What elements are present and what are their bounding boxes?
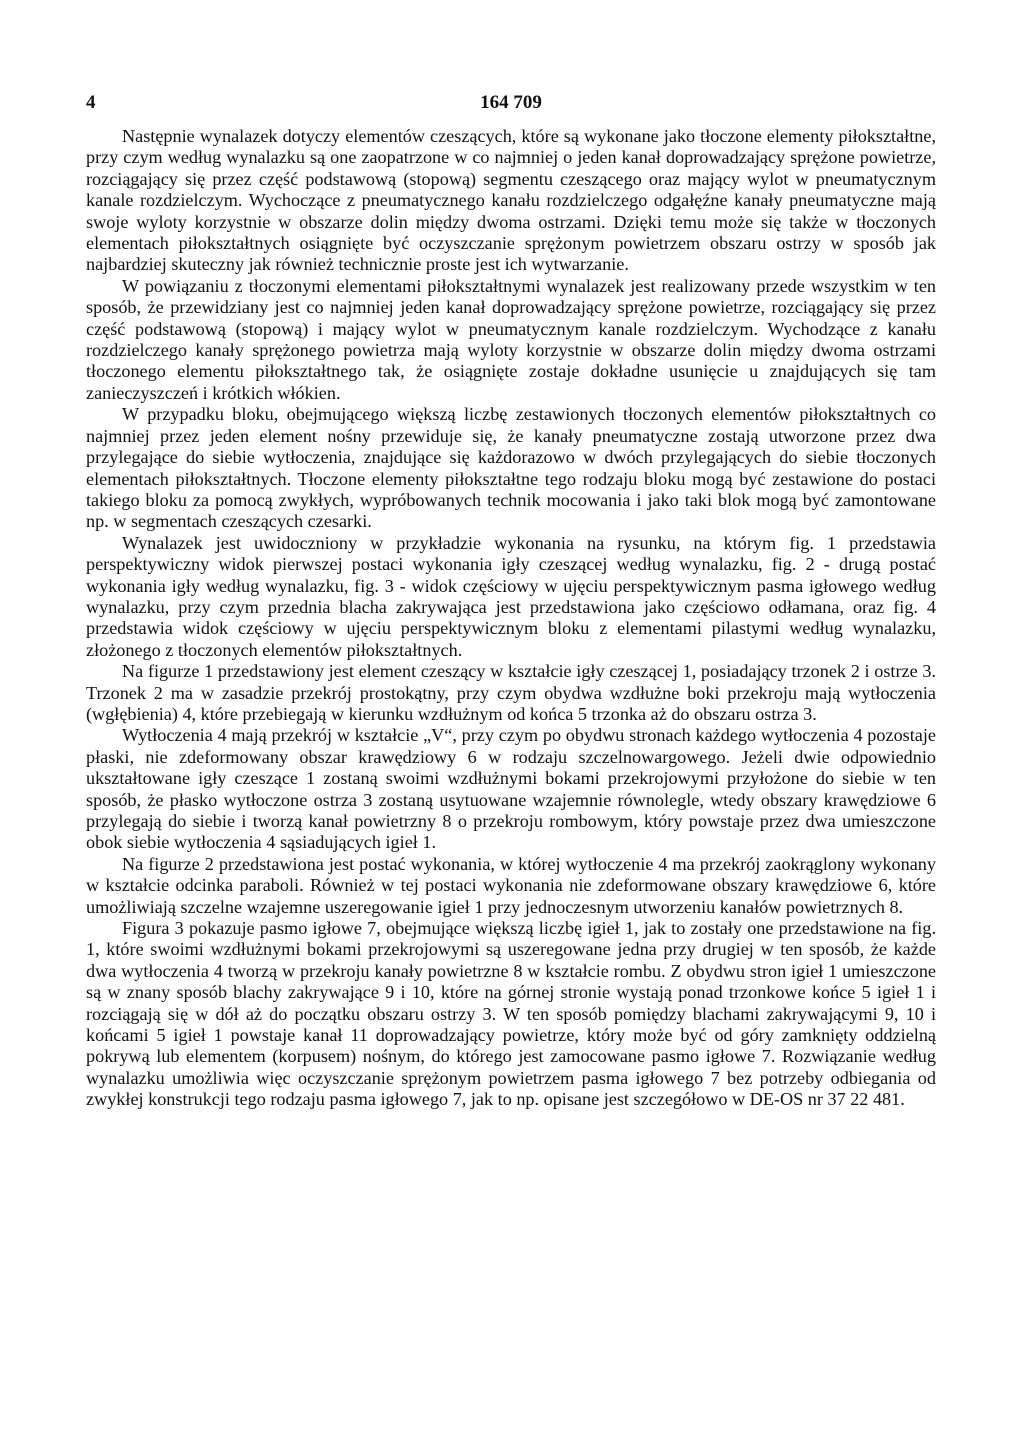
document-body <box>86 126 936 1111</box>
paragraph: Figura 3 pokazuje pasmo igłowe 7, obejmujące większą liczbę igieł 1, jak to zostały one przedstawione na fig. 1, które swoimi wzdłużnymi bokami przekrojowymi są uszeregowane jedna przy drugiej w ten sposób, że każde dwa wytłoczenia 4 tworzą w przekroju kanały powietrzne 8 w kształcie rombu. Z obydwu stron igieł 1 umieszczone są w znany sposób blachy zakrywające 9 i 10, które na górnej stronie wystają ponad trzonkowe końce 5 igieł 1 i rozciągają się w dół aż do początku obszaru ostrzy 3. W ten sposób pomiędzy blachami zakrywającymi 9, 10 i końcami 5 igieł 1 powstaje kanał 11 doprowadzający powietrze, który może być od góry zamknięty oddzielną pokrywą lub elementem (korpusem) nośnym, do którego jest zamocowane pasmo igłowe 7. Rozwiązanie według wynalazku umożliwia więc oczyszczanie sprężonym powietrzem pasma igłowego 7 bez potrzeby odbiegania od zwykłej konstrukcji tego rodzaju pasma igłowego 7, jak to np. opisane jest szczegółowo w DE-OS nr 37 22 481. <box>86 918 936 1110</box>
paragraph: Na figurze 2 przedstawiona jest postać wykonania, w której wytłoczenie 4 ma przekrój zaokrąglony wykonany w kształcie odcinka paraboli. Również w tej postaci wykonania nie zdeformowane obszary krawędziowe 6, które umożliwiają szczelne wzajemne uszeregowanie igieł 1 przy jednoczesnym utworzeniu kanałów powietrznych 8. <box>86 853 936 917</box>
paragraph: Następnie wynalazek dotyczy elementów czeszących, które są wykonane jako tłoczone elementy piłokształtne, przy czym według wynalazku są one zaopatrzone w co najmniej o jeden kanał doprowadzający sprężone powietrze, rozciągający się przez część podstawową (stopową) segmentu czeszącego oraz mający wylot w pneumatycznym kanale rozdzielczym. Wychoczące z pneumatycznego kanału rozdzielczego odgałęźne kanały pneumatyczne mają swoje wyloty korzystnie w obszarze dolin między dwoma ostrzami. Dzięki temu może się także w tłoczonych elementach piłokształtnych osiągnięte być oczyszczanie sprężonym powietrzem obszaru ostrzy w sposób jak najbardziej skuteczny jak również technicznie proste jest ich wytwarzanie. <box>86 126 936 275</box>
page-number: 4 <box>86 92 96 113</box>
patent-number: 164 709 <box>480 92 542 113</box>
paragraph: W przypadku bloku, obejmującego większą liczbę zestawionych tłoczonych elementów piłokształtnych co najmniej przez jeden element nośny przewiduje się, że kanały pneumatyczne zostają utworzone przez dwa przylegające do siebie wytłoczenia, znajdujące się każdorazowo w dwóch przylegających do siebie tłoczonych elementach piłokształtnych. Tłoczone elementy piłokształtne tego rodzaju bloku mogą być zestawione do postaci takiego bloku za pomocą zwykłych, wypróbowanych technik mocowania i jako taki blok mogą być zamontowane np. w segmentach czeszących czesarki. <box>86 404 936 532</box>
paragraph: Na figurze 1 przedstawiony jest element czeszący w kształcie igły czeszącej 1, posiadający trzonek 2 i ostrze 3. Trzonek 2 ma w zasadzie przekrój prostokątny, przy czym obydwa wzdłużne boki przekroju mają wytłoczenia (wgłębienia) 4, które przebiegają w kierunku wzdłużnym od końca 5 trzonka aż do obszaru ostrza 3. <box>86 661 936 724</box>
paragraph: W powiązaniu z tłoczonymi elementami piłokształtnymi wynalazek jest realizowany przede wszystkim w ten sposób, że przewidziany jest co najmniej jeden kanał doprowadzający sprężone powietrze, rozciągający się przez część podstawową (stopową) i mający wylot w pneumatycznym kanale rozdzielczym. Wychodzące z kanału rozdzielczego kanały sprężonego powietrza mają wyloty korzystnie w obszarze dolin między dwoma ostrzami tłoczonego elementu piłokształtnego tak, że osiągnięte zostaje dokładne usunięcie u znajdujących się tam zanieczyszczeń i krótkich włókien. <box>86 275 936 403</box>
paragraph: Wynalazek jest uwidoczniony w przykładzie wykonania na rysunku, na którym fig. 1 przedstawia perspektywiczny widok pierwszej postaci wykonania igły czeszącej według wynalazku, fig. 2 - drugą postać wykonania igły według wynalazku, fig. 3 - widok częściowy w ujęciu perspektywicznym pasma igłowego według wynalazku, przy czym przednia blacha zakrywająca jest przedstawiona jako częściowo odłamana, oraz fig. 4 przedstawia widok częściowy w ujęciu perspektywicznym bloku z elementami pilastymi według wynalazku, złożonego z tłoczonych elementów piłokształtnych. <box>86 532 936 660</box>
page-header <box>86 92 936 118</box>
paragraph: Wytłoczenia 4 mają przekrój w kształcie „V“, przy czym po obydwu stronach każdego wytłoczenia 4 pozostaje płaski, nie zdeformowany obszar krawędziowy 6 w rodzaju szczelnowargowego. Jeżeli dwie odpowiednio ukształtowane igły czeszące 1 zostaną swoimi wzdłużnymi bokami przekrojowymi przyłożone do siebie w ten sposób, że płasko wytłoczone ostrza 3 zostaną usytuowane wzajemnie równolegle, wtedy obszary krawędziowe 6 przylegają do siebie i tworzą kanał powietrzny 8 o przekroju rombowym, który powstaje przez dwa umieszczone obok siebie wytłoczenia 4 sąsiadujących igieł 1. <box>86 725 936 853</box>
